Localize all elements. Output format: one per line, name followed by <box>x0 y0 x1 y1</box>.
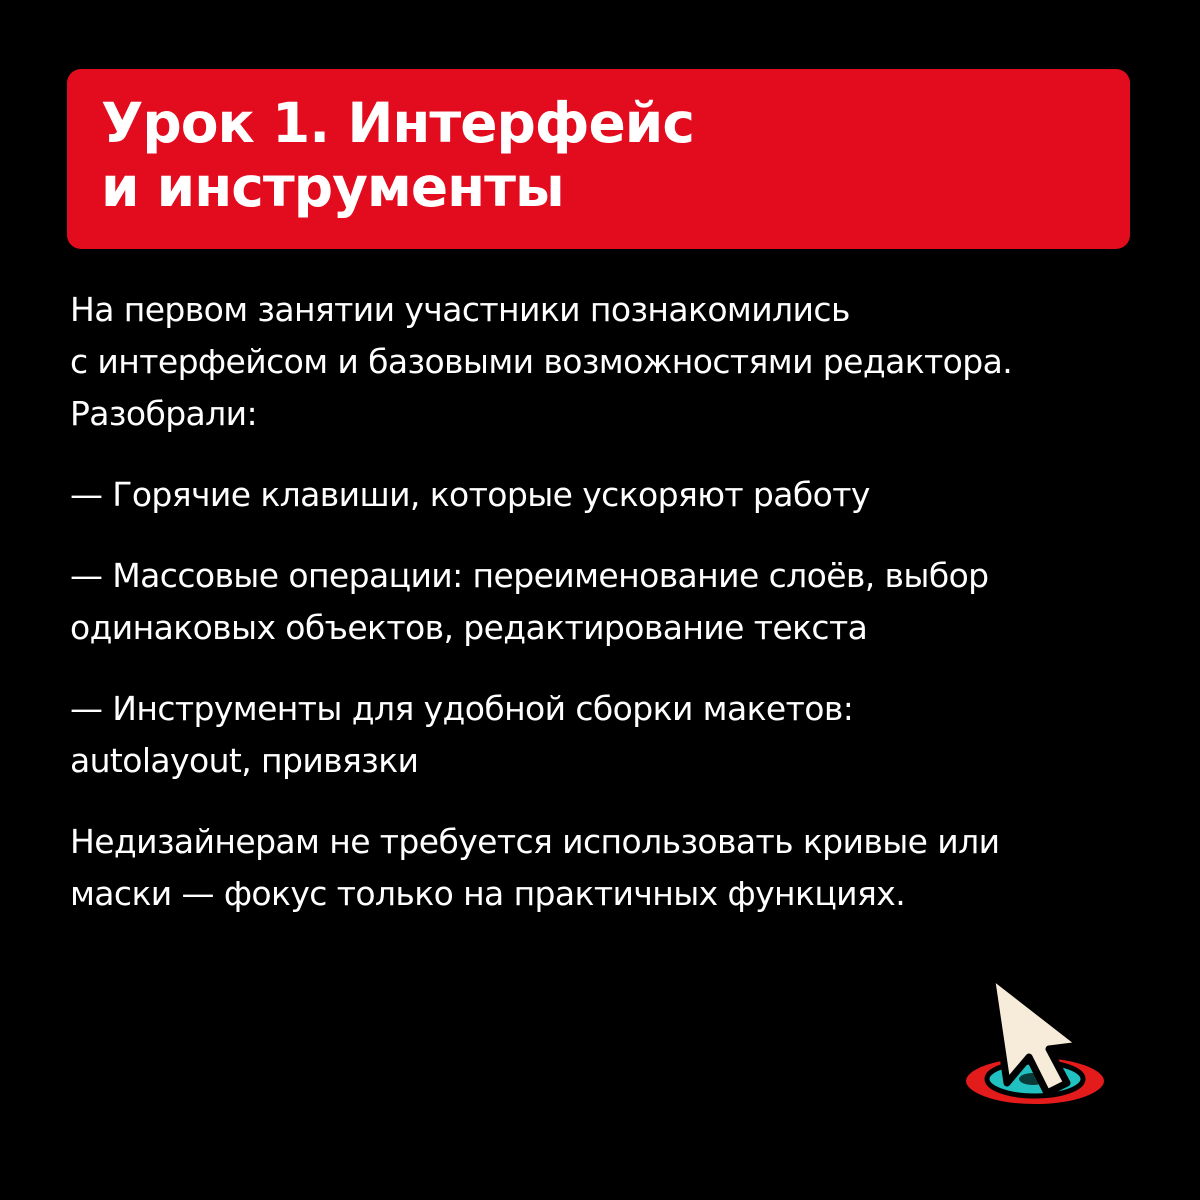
note-line: маски — фокус только на практичных функциях. <box>70 874 906 913</box>
intro-line: с интерфейсом и базовыми возможностями редактора. <box>70 342 1013 381</box>
title-line-1: Урок 1. Интерфейс <box>101 91 694 155</box>
mouse-cursor-click-icon <box>955 965 1125 1115</box>
list-item-bulk-operations <box>70 550 1150 654</box>
list-item-line: одинаковых объектов, редактирование текста <box>70 608 868 647</box>
note-line: Недизайнерам не требуется использовать кривые или <box>70 822 1000 861</box>
intro-line: Разобрали: <box>70 394 258 433</box>
list-item-line: — Инструменты для удобной сборки макетов: <box>70 689 854 728</box>
list-item-line: — Массовые операции: переименование слоёв, выбор <box>70 556 989 595</box>
list-item-line: — Горячие клавиши, которые ускоряют работу <box>70 475 870 514</box>
list-item-line: autolayout, привязки <box>70 741 419 780</box>
title-line-2: и инструменты <box>101 155 564 219</box>
title-banner <box>67 69 1130 249</box>
intro-line: На первом занятии участники познакомились <box>70 290 850 329</box>
body-text <box>70 284 1150 920</box>
list-item-hotkeys <box>70 469 1150 521</box>
intro-paragraph <box>70 284 1150 440</box>
list-item-layout-tools <box>70 683 1150 787</box>
note-paragraph <box>70 816 1150 920</box>
